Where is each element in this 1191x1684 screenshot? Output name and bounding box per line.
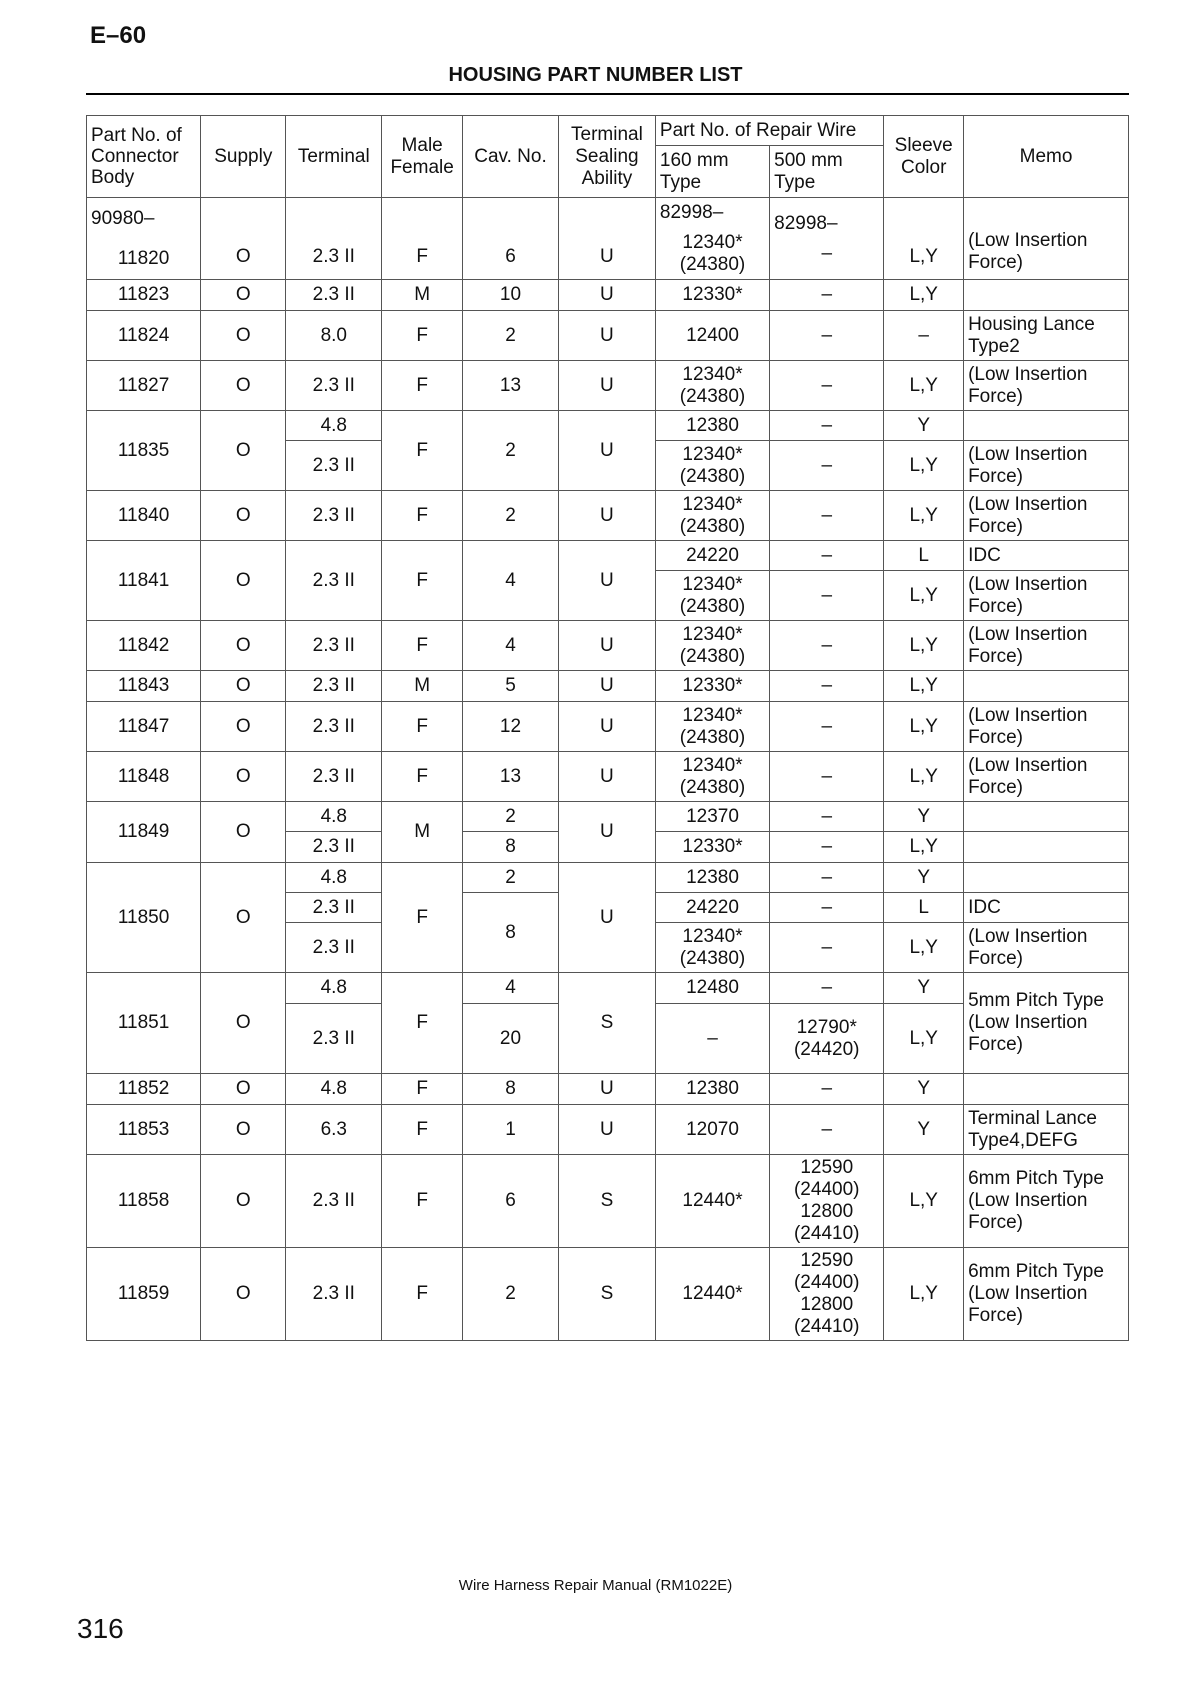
sleeve-color-cell: L,Y bbox=[884, 671, 964, 702]
supply-cell: O bbox=[201, 1248, 286, 1341]
wire-160mm-cell: 12440* bbox=[655, 1248, 769, 1341]
sealing-cell: S bbox=[558, 973, 655, 1074]
sealing-cell: U bbox=[558, 361, 655, 411]
col-header-memo: Memo bbox=[964, 116, 1129, 198]
sealing-cell: U bbox=[558, 280, 655, 311]
male-female-cell: F bbox=[382, 752, 463, 802]
table-row bbox=[87, 752, 1129, 802]
terminal-cell: 6.3 bbox=[286, 1105, 382, 1155]
sleeve-color-cell: L bbox=[884, 541, 964, 571]
male-female-cell: F bbox=[382, 491, 463, 541]
wire-160mm-cell: 12380 bbox=[655, 863, 769, 893]
part-no-cell: 11842 bbox=[87, 621, 201, 671]
prefix-part: 90980– bbox=[91, 207, 155, 229]
sealing-cell: U bbox=[558, 491, 655, 541]
cav-no-cell: 2 bbox=[463, 491, 559, 541]
section-code: E–60 bbox=[90, 22, 147, 49]
wire-500mm-cell: – bbox=[770, 893, 884, 923]
sleeve-color-cell: Y bbox=[884, 411, 964, 441]
wire-500mm-cell: – bbox=[770, 280, 884, 311]
col-header-500mm: 500 mm Type bbox=[770, 146, 884, 198]
male-female-cell: F bbox=[382, 1105, 463, 1155]
part-no-cell: 11852 bbox=[87, 1074, 201, 1105]
part-no-cell: 11824 bbox=[87, 311, 201, 361]
cav-no-cell: 5 bbox=[463, 671, 559, 702]
wire-500mm-cell bbox=[770, 198, 884, 280]
cav-no-cell: 10 bbox=[463, 280, 559, 311]
terminal-cell: 2.3 II bbox=[286, 752, 382, 802]
wire-160mm-cell: 12330* bbox=[655, 280, 769, 311]
terminal-cell: 2.3 II bbox=[286, 441, 382, 491]
col-header-part-no: Part No. of Connector Body bbox=[87, 116, 201, 198]
sealing-cell: U bbox=[558, 621, 655, 671]
sealing-cell: U bbox=[558, 752, 655, 802]
wire-part-no: 12340* (24380) bbox=[679, 231, 746, 275]
part-no-cell: 11835 bbox=[87, 411, 201, 491]
wire-160mm-cell: 12340* (24380) bbox=[655, 752, 769, 802]
col-header-supply: Supply bbox=[201, 116, 286, 198]
sleeve-color-cell: L,Y bbox=[884, 280, 964, 311]
wire-500mm-cell: – bbox=[770, 1074, 884, 1105]
cav-no-cell: 4 bbox=[463, 973, 559, 1004]
terminal-cell: 2.3 II bbox=[286, 361, 382, 411]
wire-500mm-cell: – bbox=[770, 671, 884, 702]
sleeve-color-cell: Y bbox=[884, 1074, 964, 1105]
wire-160mm-cell: 12340* (24380) bbox=[655, 361, 769, 411]
part-no-cell: 11851 bbox=[87, 973, 201, 1074]
sleeve-color-cell: L,Y bbox=[884, 832, 964, 863]
table-sub-row bbox=[87, 541, 1129, 571]
memo-cell: (Low Insertion Force) bbox=[964, 923, 1129, 973]
part-no: 11820 bbox=[117, 247, 170, 269]
col-header-sealing: Terminal Sealing Ability bbox=[558, 116, 655, 198]
table-sub-row bbox=[87, 411, 1129, 441]
male-female-cell: F bbox=[382, 311, 463, 361]
part-no-cell: 11859 bbox=[87, 1248, 201, 1341]
table-row bbox=[87, 361, 1129, 411]
wire-160mm-cell: 12340* (24380) bbox=[655, 491, 769, 541]
sleeve-color-cell: L,Y bbox=[884, 491, 964, 541]
supply-cell: O bbox=[201, 361, 286, 411]
sleeve-color-cell: Y bbox=[884, 1105, 964, 1155]
terminal-cell: 2.3 II bbox=[286, 893, 382, 923]
wire-160mm-cell: 12400 bbox=[655, 311, 769, 361]
sleeve-color-cell: L,Y bbox=[884, 923, 964, 973]
part-no-cell: 11848 bbox=[87, 752, 201, 802]
sealing-cell: U bbox=[558, 1105, 655, 1155]
male-female-cell: M bbox=[382, 671, 463, 702]
wire-500mm-cell: 12790* (24420) bbox=[770, 1004, 884, 1074]
sealing-cell: U bbox=[558, 198, 655, 280]
supply-cell: O bbox=[201, 311, 286, 361]
sleeve-color-cell: L,Y bbox=[884, 1004, 964, 1074]
wire-160mm-cell: 24220 bbox=[655, 893, 769, 923]
male-female-cell: F bbox=[382, 541, 463, 621]
sealing-cell: U bbox=[558, 863, 655, 973]
cav-no-cell: 12 bbox=[463, 702, 559, 752]
terminal-cell: 2.3 II bbox=[286, 491, 382, 541]
table-row bbox=[87, 1105, 1129, 1155]
wire-160mm-cell: 12340* (24380) bbox=[655, 441, 769, 491]
wire-160mm-cell: 12380 bbox=[655, 1074, 769, 1105]
terminal-cell: 2.3 II bbox=[286, 671, 382, 702]
memo-cell bbox=[964, 1074, 1129, 1105]
part-no-cell bbox=[87, 198, 201, 280]
part-no-cell: 11849 bbox=[87, 802, 201, 863]
wire-500mm-cell: – bbox=[770, 491, 884, 541]
col-header-terminal: Terminal bbox=[286, 116, 382, 198]
memo-cell: (Low Insertion Force) bbox=[964, 491, 1129, 541]
wire-160mm-cell: 12480 bbox=[655, 973, 769, 1004]
sealing-cell: U bbox=[558, 311, 655, 361]
wire-500mm-cell: – bbox=[770, 541, 884, 571]
male-female-cell: F bbox=[382, 1074, 463, 1105]
terminal-cell: 4.8 bbox=[286, 802, 382, 832]
part-no-cell: 11850 bbox=[87, 863, 201, 973]
part-no-cell: 11840 bbox=[87, 491, 201, 541]
sleeve-color-cell: L,Y bbox=[884, 752, 964, 802]
wire-500mm-cell: – bbox=[770, 1105, 884, 1155]
memo-cell: IDC bbox=[964, 893, 1129, 923]
col-header-160mm: 160 mm Type bbox=[655, 146, 769, 198]
memo-cell: (Low Insertion Force) bbox=[964, 621, 1129, 671]
sealing-cell: S bbox=[558, 1155, 655, 1248]
wire-500mm-cell: 12590 (24400) 12800 (24410) bbox=[770, 1155, 884, 1248]
wire-500mm-cell: – bbox=[770, 621, 884, 671]
male-female-cell: M bbox=[382, 802, 463, 863]
male-female-cell: F bbox=[382, 973, 463, 1074]
wire-500mm-cell: – bbox=[770, 411, 884, 441]
page-title: HOUSING PART NUMBER LIST bbox=[448, 64, 743, 86]
memo-cell: (Low Insertion Force) bbox=[964, 361, 1129, 411]
terminal-cell: 2.3 II bbox=[286, 621, 382, 671]
supply-cell: O bbox=[201, 1105, 286, 1155]
memo-cell: 6mm Pitch Type (Low Insertion Force) bbox=[964, 1248, 1129, 1341]
table-row bbox=[87, 491, 1129, 541]
cav-no-cell: 6 bbox=[463, 198, 559, 280]
memo-cell bbox=[964, 671, 1129, 702]
cav-no-cell: 2 bbox=[463, 863, 559, 893]
terminal-cell: 2.3 II bbox=[286, 832, 382, 863]
sleeve-color-cell: L bbox=[884, 893, 964, 923]
cav-no-cell: 13 bbox=[463, 361, 559, 411]
sleeve-color-cell: L,Y bbox=[884, 1155, 964, 1248]
supply-cell: O bbox=[201, 280, 286, 311]
supply-cell: O bbox=[201, 671, 286, 702]
col-header-repair-wire: Part No. of Repair Wire bbox=[655, 116, 883, 146]
table-row bbox=[87, 702, 1129, 752]
terminal-cell: 2.3 II bbox=[286, 1248, 382, 1341]
male-female-cell: F bbox=[382, 1248, 463, 1341]
wire-500mm-cell: – bbox=[770, 973, 884, 1004]
cav-no-cell: 2 bbox=[463, 1248, 559, 1341]
wire-160mm-cell: 12330* bbox=[655, 832, 769, 863]
sleeve-color-cell: L,Y bbox=[884, 621, 964, 671]
sleeve-color-cell: – bbox=[884, 311, 964, 361]
terminal-cell: 4.8 bbox=[286, 863, 382, 893]
supply-cell: O bbox=[201, 1074, 286, 1105]
sleeve-color-cell: Y bbox=[884, 973, 964, 1004]
memo-cell: (Low Insertion Force) bbox=[964, 441, 1129, 491]
supply-cell: O bbox=[201, 198, 286, 280]
memo-cell: (Low Insertion Force) bbox=[964, 702, 1129, 752]
memo-cell bbox=[964, 280, 1129, 311]
table-sub-row bbox=[87, 863, 1129, 893]
cav-no-cell: 4 bbox=[463, 621, 559, 671]
sleeve-color-cell: L,Y bbox=[884, 571, 964, 621]
wire-500mm-cell: 12590 (24400) 12800 (24410) bbox=[770, 1248, 884, 1341]
supply-cell: O bbox=[201, 411, 286, 491]
wire-500mm-cell: – bbox=[770, 832, 884, 863]
supply-cell: O bbox=[201, 802, 286, 863]
prefix-mm500: 82998– bbox=[774, 212, 838, 234]
sealing-cell: U bbox=[558, 702, 655, 752]
part-no-cell: 11841 bbox=[87, 541, 201, 621]
cav-no-cell: 2 bbox=[463, 411, 559, 491]
male-female-cell: F bbox=[382, 621, 463, 671]
part-no-cell: 11858 bbox=[87, 1155, 201, 1248]
wire-500mm-cell: – bbox=[770, 571, 884, 621]
sealing-cell: U bbox=[558, 411, 655, 491]
wire-160mm-cell: 12330* bbox=[655, 671, 769, 702]
sleeve-color-cell: L,Y bbox=[884, 1248, 964, 1341]
male-female-cell: F bbox=[382, 361, 463, 411]
wire-500mm-cell: – bbox=[770, 702, 884, 752]
wire-160mm-cell: 12340* (24380) bbox=[655, 702, 769, 752]
table-sub-row bbox=[87, 802, 1129, 832]
sleeve-color-cell: L,Y bbox=[884, 702, 964, 752]
table-body bbox=[87, 198, 1129, 1341]
memo-cell bbox=[964, 411, 1129, 441]
part-no-cell: 11823 bbox=[87, 280, 201, 311]
memo-cell: 5mm Pitch Type (Low Insertion Force) bbox=[964, 973, 1129, 1074]
wire-160mm-cell: 12370 bbox=[655, 802, 769, 832]
sealing-cell: U bbox=[558, 1074, 655, 1105]
cav-no-cell: 1 bbox=[463, 1105, 559, 1155]
terminal-cell: 2.3 II bbox=[286, 280, 382, 311]
part-no-cell: 11843 bbox=[87, 671, 201, 702]
supply-cell: O bbox=[201, 752, 286, 802]
wire-500mm-cell: – bbox=[770, 441, 884, 491]
wire-160mm-cell: 12340* (24380) bbox=[655, 571, 769, 621]
male-female-cell: F bbox=[382, 702, 463, 752]
cav-no-cell: 8 bbox=[463, 893, 559, 973]
cav-no-cell: 4 bbox=[463, 541, 559, 621]
sealing-cell: U bbox=[558, 802, 655, 863]
wire-160mm-cell: 12340* (24380) bbox=[655, 923, 769, 973]
table-sub-row bbox=[87, 973, 1129, 1004]
memo-cell: (Low Insertion Force) bbox=[964, 752, 1129, 802]
terminal-cell: 2.3 II bbox=[286, 1155, 382, 1248]
wire-part-no: – bbox=[821, 242, 833, 264]
supply-cell: O bbox=[201, 702, 286, 752]
col-header-male-female: Male Female bbox=[382, 116, 463, 198]
table-row bbox=[87, 671, 1129, 702]
col-header-sleeve: Sleeve Color bbox=[884, 116, 964, 198]
memo-cell bbox=[964, 863, 1129, 893]
memo-cell: IDC bbox=[964, 541, 1129, 571]
male-female-cell: F bbox=[382, 863, 463, 973]
sealing-cell: S bbox=[558, 1248, 655, 1341]
terminal-cell: 2.3 II bbox=[286, 923, 382, 973]
title-divider bbox=[86, 93, 1129, 95]
memo-cell: (Low Insertion Force) bbox=[964, 571, 1129, 621]
sealing-cell: U bbox=[558, 671, 655, 702]
memo-cell bbox=[964, 802, 1129, 832]
supply-cell: O bbox=[201, 541, 286, 621]
footer-manual-title: Wire Harness Repair Manual (RM1022E) bbox=[458, 1577, 733, 1594]
sleeve-color-cell: L,Y bbox=[884, 441, 964, 491]
terminal-cell: 2.3 II bbox=[286, 541, 382, 621]
part-no-cell: 11827 bbox=[87, 361, 201, 411]
memo-cell: 6mm Pitch Type (Low Insertion Force) bbox=[964, 1155, 1129, 1248]
memo-cell: Housing Lance Type2 bbox=[964, 311, 1129, 361]
wire-160mm-cell: 12380 bbox=[655, 411, 769, 441]
memo-cell: Terminal Lance Type4,DEFG bbox=[964, 1105, 1129, 1155]
wire-500mm-cell: – bbox=[770, 863, 884, 893]
part-no-cell: 11853 bbox=[87, 1105, 201, 1155]
wire-500mm-cell: – bbox=[770, 752, 884, 802]
male-female-cell: F bbox=[382, 198, 463, 280]
cav-no-cell: 2 bbox=[463, 802, 559, 832]
wire-160mm-cell: 12070 bbox=[655, 1105, 769, 1155]
wire-500mm-cell: – bbox=[770, 802, 884, 832]
sleeve-color-cell: L,Y bbox=[884, 361, 964, 411]
wire-500mm-cell: – bbox=[770, 311, 884, 361]
male-female-cell: M bbox=[382, 280, 463, 311]
supply-cell: O bbox=[201, 491, 286, 541]
wire-160mm-cell: 12340* (24380) bbox=[655, 621, 769, 671]
col-header-cav-no: Cav. No. bbox=[463, 116, 559, 198]
cav-no-cell: 8 bbox=[463, 1074, 559, 1105]
memo-cell bbox=[964, 832, 1129, 863]
wire-500mm-cell: – bbox=[770, 923, 884, 973]
sleeve-color-cell: L,Y bbox=[884, 198, 964, 280]
terminal-cell: 4.8 bbox=[286, 411, 382, 441]
supply-cell: O bbox=[201, 863, 286, 973]
cav-no-cell: 8 bbox=[463, 832, 559, 863]
cav-no-cell: 20 bbox=[463, 1004, 559, 1074]
terminal-cell: 2.3 II bbox=[286, 198, 382, 280]
memo-cell: (Low Insertion Force) bbox=[964, 198, 1129, 280]
terminal-cell: 2.3 II bbox=[286, 1004, 382, 1074]
prefix-mm160: 82998– bbox=[659, 201, 724, 223]
table-row bbox=[87, 1074, 1129, 1105]
sleeve-color-cell: Y bbox=[884, 863, 964, 893]
wire-160mm-cell: 12440* bbox=[655, 1155, 769, 1248]
table-row bbox=[87, 1248, 1129, 1341]
cav-no-cell: 6 bbox=[463, 1155, 559, 1248]
housing-part-table bbox=[86, 115, 1129, 1341]
terminal-cell: 8.0 bbox=[286, 311, 382, 361]
table-row bbox=[87, 311, 1129, 361]
wire-160mm-cell: – bbox=[655, 1004, 769, 1074]
terminal-cell: 2.3 II bbox=[286, 702, 382, 752]
supply-cell: O bbox=[201, 621, 286, 671]
supply-cell: O bbox=[201, 973, 286, 1074]
wire-500mm-cell: – bbox=[770, 361, 884, 411]
wire-160mm-cell: 24220 bbox=[655, 541, 769, 571]
male-female-cell: F bbox=[382, 1155, 463, 1248]
table-row bbox=[87, 621, 1129, 671]
supply-cell: O bbox=[201, 1155, 286, 1248]
sleeve-color-cell: Y bbox=[884, 802, 964, 832]
page-number: 316 bbox=[77, 1613, 124, 1644]
cav-no-cell: 2 bbox=[463, 311, 559, 361]
table-row bbox=[87, 280, 1129, 311]
part-no-cell: 11847 bbox=[87, 702, 201, 752]
table-row bbox=[87, 1155, 1129, 1248]
sealing-cell: U bbox=[558, 541, 655, 621]
terminal-cell: 4.8 bbox=[286, 1074, 382, 1105]
table-row bbox=[87, 198, 1129, 280]
cav-no-cell: 13 bbox=[463, 752, 559, 802]
terminal-cell: 4.8 bbox=[286, 973, 382, 1004]
male-female-cell: F bbox=[382, 411, 463, 491]
wire-160mm-cell bbox=[655, 198, 769, 280]
